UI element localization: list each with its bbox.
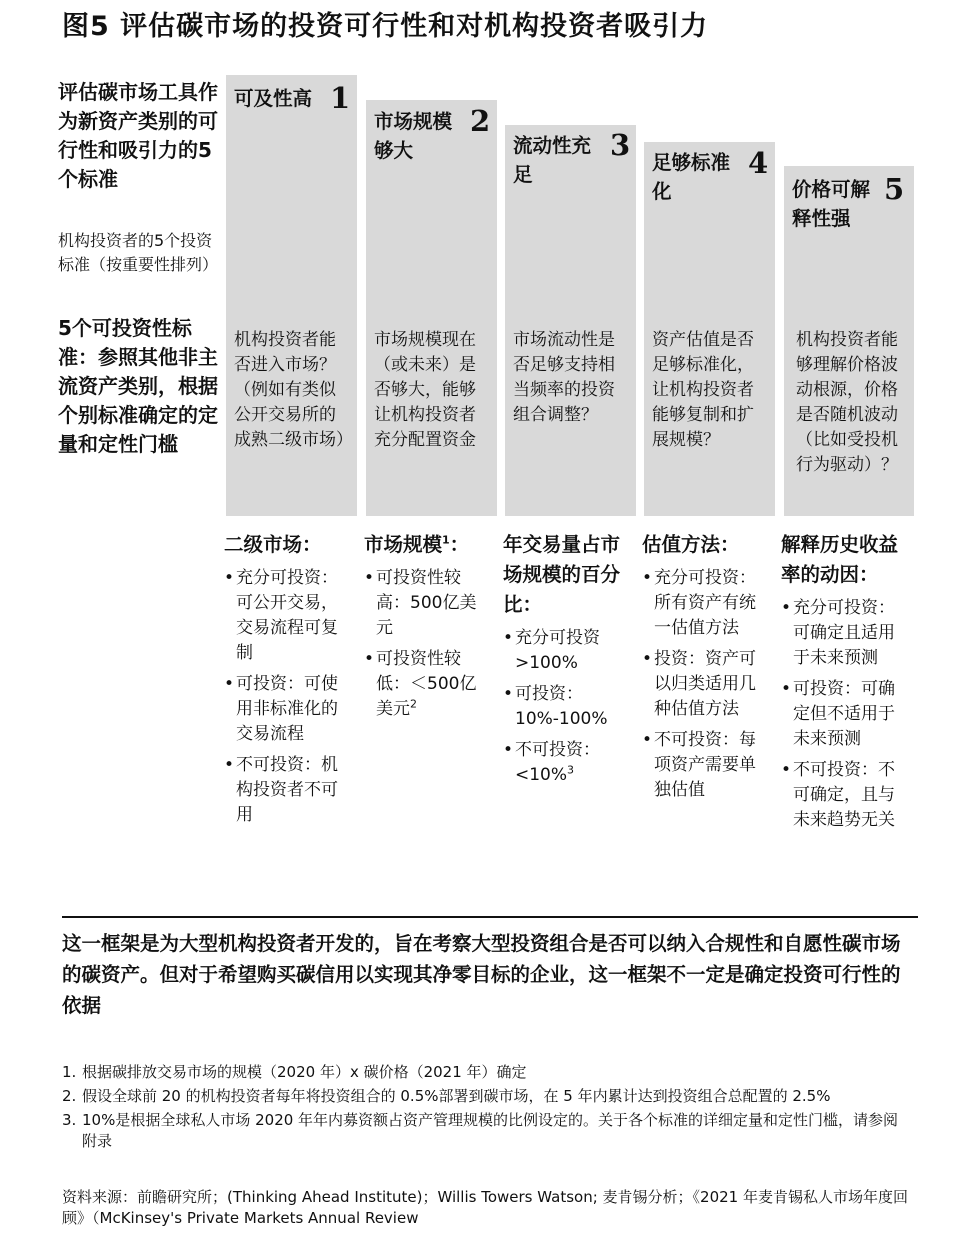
bullet-text: 可投资：可使用非标准化的交易流程 — [236, 674, 338, 744]
list-item — [503, 626, 631, 676]
column-3-threshold-list — [503, 626, 631, 794]
bullet-text: 不可投资：机构投资者不可用 — [236, 755, 338, 825]
column-2-description: 市场规模现在（或未来）是否够大，能够让机构投资者充分配置资金 — [374, 330, 476, 450]
footnote-item — [62, 1086, 902, 1107]
list-item — [224, 672, 352, 747]
bullet-footnote: 2 — [410, 697, 417, 711]
list-item — [503, 682, 631, 732]
column-5-threshold-list — [781, 596, 909, 839]
column-2-threshold-list — [364, 566, 492, 728]
bullet-text: 可投资性较高：500亿美元 — [376, 568, 477, 638]
footnote-number: 1. — [62, 1063, 77, 1081]
left-criteria-label: 5个可投资性标准：参照其他非主流资产类别，根据个别标准确定的定量和定性门槛 — [58, 316, 218, 456]
divider-rule — [62, 916, 918, 918]
bullet-text: 充分可投资：可公开交易，交易流程可复制 — [236, 568, 338, 663]
column-1-description: 机构投资者能否进入市场？（例如有类似公开交易所的成熟二级市场） — [234, 330, 353, 450]
footnotes — [62, 1062, 902, 1155]
list-item — [781, 596, 909, 671]
column-5-threshold-heading: 解释历史收益率的动因： — [781, 533, 899, 586]
column-4-threshold-list — [642, 566, 772, 809]
column-4-description: 资产估值是否足够标准化，让机构投资者能够复制和扩展规模？ — [652, 330, 754, 450]
footnote-text: 假设全球前 20 的机构投资者每年将投资组合的 0.5%部署到碳市场，在 5 年内累计达到投资组合总配置的 2.5% — [82, 1087, 831, 1105]
footnote-item — [62, 1062, 902, 1083]
column-2-threshold-heading-footnote: 1 — [442, 533, 450, 547]
list-item — [503, 738, 631, 788]
column-2-threshold-heading-colon: ： — [449, 533, 470, 556]
footnote-text: 10%是根据全球私人市场 2020 年年内募资额占资产管理规模的比例设定的。关于各个标准的详细定量和定性门槛，请参阅附录 — [82, 1111, 899, 1150]
footnote-text: 根据碳排放交易市场的规模（2020 年）x 碳价格（2021 年）确定 — [82, 1063, 527, 1081]
list-item — [364, 566, 492, 641]
bullet-text: 可投资：可确定但不适用于未来预测 — [793, 679, 895, 749]
bullet-text: 充分可投资：可确定且适用于未来预测 — [793, 598, 895, 668]
column-2-title: 市场规模够大 — [374, 110, 453, 162]
column-5-description: 机构投资者能够理解价格波动根源，价格是否随机波动（比如受投机行为驱动）？ — [796, 330, 898, 475]
column-3-description: 市场流动性是否足够支持相当频率的投资组合调整？ — [513, 330, 615, 425]
column-5-number: 5 — [884, 172, 905, 206]
column-1-threshold-list — [224, 566, 352, 834]
list-item — [224, 566, 352, 666]
column-4-number: 4 — [748, 146, 769, 180]
bullet-text: 不可投资：<10% — [515, 740, 600, 785]
column-4-threshold-heading: 估值方法： — [642, 533, 740, 556]
column-4-title: 足够标准化 — [652, 151, 731, 203]
column-1-threshold-heading: 二级市场： — [224, 533, 322, 556]
column-2-threshold-heading — [364, 530, 498, 560]
bullet-text: 投资：资产可以归类适用几种估值方法 — [654, 649, 756, 719]
footnote-item — [62, 1110, 902, 1152]
footnote-number: 2. — [62, 1087, 77, 1105]
bullet-text: 可投资：10%-100% — [515, 684, 608, 729]
conclusion-text: 这一框架是为大型机构投资者开发的，旨在考察大型投资组合是否可以纳入合规性和自愿性碳市场的碳资产。但对于希望购买碳信用以实现其净零目标的企业，这一框架不一定是确定投资可行性的依据 — [62, 932, 901, 1017]
column-3-title: 流动性充足 — [513, 134, 592, 186]
bullet-text: 不可投资：不可确定，且与未来趋势无关 — [793, 760, 895, 830]
left-subtitle: 机构投资者的5个投资 标准（按重要性排列） — [58, 231, 219, 274]
footnote-number: 3. — [62, 1111, 77, 1129]
column-3-number: 3 — [610, 128, 631, 162]
bullet-text: 充分可投资：所有资产有统一估值方法 — [654, 568, 756, 638]
column-1-title: 可及性高 — [234, 87, 313, 110]
list-item — [642, 728, 772, 803]
left-heading: 评估碳市场工具作为新资产类别的可行性和吸引力的5个标准 — [58, 80, 218, 191]
column-1-number: 1 — [330, 81, 351, 115]
list-item — [642, 566, 772, 641]
source-note: 资料来源：前瞻研究所；(Thinking Ahead Institute)；Willis Towers Watson; 麦肯锡分析；《2021 年麦肯锡私人市场年度回顾》（McKinsey's Private Markets Annual Review — [62, 1188, 908, 1227]
list-item — [224, 753, 352, 828]
figure-title: 图5 评估碳市场的投资可行性和对机构投资者吸引力 — [62, 11, 709, 42]
bullet-text: 充分可投资>100% — [515, 628, 600, 673]
bullet-text: 可投资性较低：＜500亿美元 — [376, 649, 477, 719]
list-item — [364, 647, 492, 722]
column-2-number: 2 — [470, 104, 491, 138]
bullet-text: 不可投资：每项资产需要单独估值 — [654, 730, 756, 800]
bullet-footnote: 3 — [567, 763, 575, 777]
column-3-threshold-heading: 年交易量占市场规模的百分比： — [503, 533, 621, 616]
column-5-title: 价格可解释性强 — [792, 178, 871, 230]
list-item — [642, 647, 772, 722]
column-2-threshold-heading-text: 市场规模 — [364, 533, 443, 556]
list-item — [781, 677, 909, 752]
list-item — [781, 758, 909, 833]
